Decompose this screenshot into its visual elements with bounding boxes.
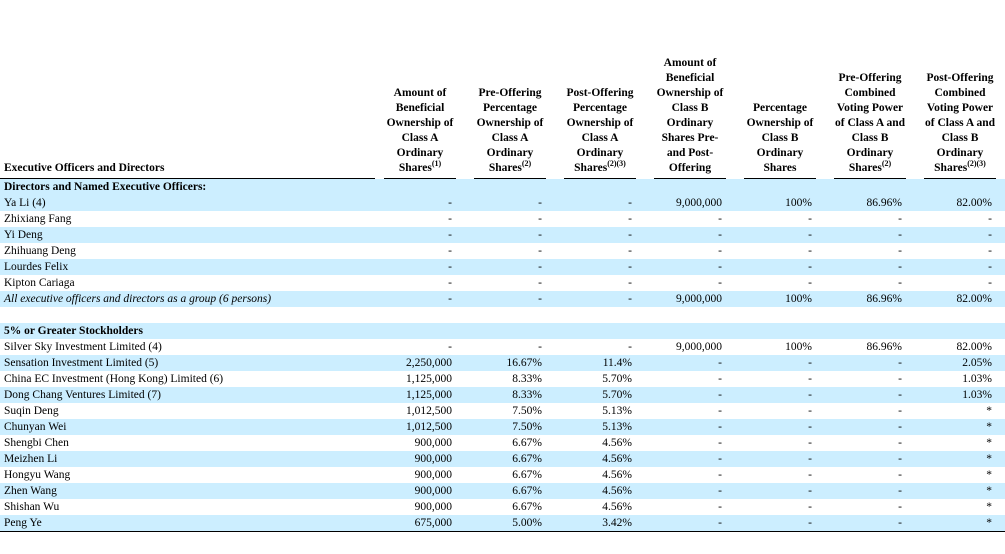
value-cell-col-5: - — [898, 213, 902, 225]
table-row — [0, 435, 1005, 451]
footnote-superscript: (2) — [521, 159, 532, 169]
table-row — [0, 275, 1005, 291]
value-cell-col-3: - — [718, 373, 722, 385]
column-header-label: Pre-Offering Combined Voting Power of Class A and Class B Ordinary Shares$^{(2)}$ — [834, 71, 906, 179]
value-cell-col-6: 82.00% — [915, 195, 1005, 211]
value-cell-col-6: - — [988, 213, 992, 225]
value-cell-col-4: - — [808, 213, 812, 225]
value-cell-col-6: * — [915, 451, 1005, 467]
value-cell-col-6: * — [986, 405, 992, 417]
value-cell-col-3: - — [645, 387, 735, 403]
footnote-superscript: (2) — [881, 159, 892, 169]
value-cell-col-1: 5.00% — [465, 515, 555, 532]
value-cell-col-2: - — [628, 341, 632, 353]
column-header-label: Pre-Offering Percentage Ownership of Class A Ordinary Shares$^{(2)}$ — [474, 86, 546, 179]
value-cell-col-1: 6.67% — [465, 483, 555, 499]
value-cell-col-3: - — [645, 515, 735, 532]
value-cell-col-0: 1,012,500 — [406, 405, 452, 417]
value-cell-col-3: 9,000,000 — [676, 341, 722, 353]
table-row — [0, 483, 1005, 499]
column-header-2 — [555, 56, 645, 179]
value-cell-col-6: * — [986, 501, 992, 513]
section-label: Directors and Named Executive Officers: — [0, 179, 1005, 195]
value-cell-col-4: - — [808, 245, 812, 257]
value-cell-col-0: 900,000 — [375, 451, 465, 467]
table-header-row — [0, 56, 1005, 179]
beneficial-ownership-table — [0, 56, 1005, 532]
value-cell-col-4: 100% — [735, 291, 825, 307]
table-row — [0, 259, 1005, 275]
column-header-label: Post-Offering Percentage Ownership of Class A Ordinary Shares$^{(2)(3)}$ — [564, 86, 636, 179]
row-label-cell: Sensation Investment Limited (5) — [0, 355, 375, 371]
column-header-0 — [375, 56, 465, 179]
value-cell-col-0: - — [448, 213, 452, 225]
value-cell-col-3: - — [645, 483, 735, 499]
footnote-superscript: (1) — [431, 159, 442, 169]
table-row — [0, 195, 1005, 211]
value-cell-col-3: - — [718, 469, 722, 481]
value-cell-col-4: 100% — [735, 195, 825, 211]
value-cell-col-6: * — [986, 469, 992, 481]
value-cell-col-5: 86.96% — [825, 195, 915, 211]
table-row — [0, 403, 1005, 419]
value-cell-col-0: 900,000 — [414, 469, 452, 481]
value-cell-col-0: - — [448, 277, 452, 289]
row-label-cell: Yi Deng — [0, 227, 375, 243]
value-cell-col-2: 4.56% — [602, 437, 632, 449]
row-label-cell: Dong Chang Ventures Limited (7) — [0, 387, 375, 403]
row-label-cell: Suqin Deng — [4, 405, 59, 417]
value-cell-col-1: 6.67% — [512, 501, 542, 513]
table-row — [0, 227, 1005, 243]
value-cell-col-6: - — [988, 277, 992, 289]
value-cell-col-6: - — [988, 245, 992, 257]
row-label-cell: Chunyan Wei — [0, 419, 375, 435]
value-cell-col-1: 6.67% — [512, 437, 542, 449]
value-cell-col-0: 675,000 — [375, 515, 465, 532]
table-row — [0, 339, 1005, 355]
value-cell-col-2: 4.56% — [555, 451, 645, 467]
section-label: 5% or Greater Stockholders — [0, 323, 1005, 339]
row-label-cell: Ya Li (4) — [0, 195, 375, 211]
value-cell-col-2: 5.70% — [555, 387, 645, 403]
value-cell-col-1: - — [538, 245, 542, 257]
table-row — [0, 499, 1005, 515]
value-cell-col-6: * — [986, 437, 992, 449]
column-header-5 — [825, 56, 915, 179]
value-cell-col-1: - — [538, 277, 542, 289]
value-cell-col-0: - — [375, 195, 465, 211]
row-label-cell: Lourdes Felix — [0, 259, 375, 275]
value-cell-col-3: - — [645, 227, 735, 243]
value-cell-col-5: - — [898, 469, 902, 481]
value-cell-col-4: - — [735, 483, 825, 499]
table-row — [0, 371, 1005, 387]
value-cell-col-5: - — [825, 419, 915, 435]
value-cell-col-1: 6.67% — [465, 451, 555, 467]
value-cell-col-6: 2.05% — [915, 355, 1005, 371]
section-header-row — [0, 323, 1005, 339]
table-row — [0, 243, 1005, 259]
value-cell-col-4: - — [735, 259, 825, 275]
value-cell-col-5: - — [898, 373, 902, 385]
value-cell-col-0: 1,125,000 — [406, 373, 452, 385]
value-cell-col-5: 86.96% — [825, 291, 915, 307]
value-cell-col-5: - — [898, 405, 902, 417]
value-cell-col-5: - — [825, 259, 915, 275]
value-cell-col-6: 1.03% — [962, 373, 992, 385]
value-cell-col-2: - — [628, 245, 632, 257]
footnote-superscript: (2)(3) — [607, 159, 626, 169]
value-cell-col-5: - — [825, 227, 915, 243]
table-row — [0, 419, 1005, 435]
value-cell-col-0: - — [448, 341, 452, 353]
table-row — [0, 291, 1005, 307]
value-cell-col-2: 3.42% — [555, 515, 645, 532]
column-header-label: Post-Offering Combined Voting Power of Class A and Class B Ordinary Shares$^{(2)(3)}$ — [924, 71, 996, 179]
column-header-executive-officers — [0, 56, 375, 179]
row-label-cell: China EC Investment (Hong Kong) Limited (6) — [4, 373, 224, 385]
row-label-cell: Shishan Wu — [4, 501, 60, 513]
value-cell-col-6: * — [915, 483, 1005, 499]
value-cell-col-2: 4.56% — [602, 501, 632, 513]
value-cell-col-0: 2,250,000 — [375, 355, 465, 371]
value-cell-col-0: 900,000 — [414, 437, 452, 449]
table-row — [0, 387, 1005, 403]
value-cell-col-2: 4.56% — [602, 469, 632, 481]
value-cell-col-1: - — [538, 341, 542, 353]
value-cell-col-3: - — [718, 277, 722, 289]
value-cell-col-6: 1.03% — [915, 387, 1005, 403]
value-cell-col-0: 900,000 — [375, 483, 465, 499]
value-cell-col-4: - — [735, 419, 825, 435]
value-cell-col-3: - — [645, 419, 735, 435]
spacer-row — [0, 307, 1005, 323]
value-cell-col-2: - — [555, 195, 645, 211]
value-cell-col-4: - — [808, 501, 812, 513]
value-cell-col-4: - — [808, 277, 812, 289]
value-cell-col-6: * — [915, 419, 1005, 435]
value-cell-col-3: - — [645, 451, 735, 467]
row-label-cell: Shengbi Chen — [4, 437, 69, 449]
value-cell-col-3: - — [645, 355, 735, 371]
column-header-4 — [735, 56, 825, 179]
value-cell-col-2: - — [555, 291, 645, 307]
value-cell-col-1: - — [538, 213, 542, 225]
value-cell-col-5: 86.96% — [866, 341, 902, 353]
row-label-cell: All executive officers and directors as a group (6 persons) — [0, 291, 375, 307]
value-cell-col-5: - — [898, 501, 902, 513]
row-label-cell: Zhihuang Deng — [4, 245, 76, 257]
row-label-cell: Hongyu Wang — [4, 469, 71, 481]
value-cell-col-0: - — [375, 259, 465, 275]
value-cell-col-4: - — [808, 437, 812, 449]
value-cell-col-1: 8.33% — [465, 387, 555, 403]
value-cell-col-5: - — [825, 355, 915, 371]
value-cell-col-6: 82.00% — [915, 291, 1005, 307]
value-cell-col-5: - — [898, 277, 902, 289]
column-header-label: Percentage Ownership of Class B Ordinary Shares — [744, 101, 816, 179]
value-cell-col-5: - — [898, 245, 902, 257]
column-header-6 — [915, 56, 1005, 179]
row-label-cell: Kipton Cariaga — [4, 277, 75, 289]
value-cell-col-1: - — [465, 259, 555, 275]
value-cell-col-2: - — [628, 277, 632, 289]
column-header-1 — [465, 56, 555, 179]
value-cell-col-3: - — [718, 405, 722, 417]
value-cell-col-3: 9,000,000 — [645, 195, 735, 211]
value-cell-col-2: 4.56% — [555, 483, 645, 499]
table-row — [0, 515, 1005, 532]
row-label-cell: Meizhen Li — [0, 451, 375, 467]
value-cell-col-4: - — [735, 227, 825, 243]
value-cell-col-1: 16.67% — [465, 355, 555, 371]
value-cell-col-2: - — [555, 259, 645, 275]
value-cell-col-4: - — [735, 451, 825, 467]
value-cell-col-4: - — [808, 405, 812, 417]
row-label-cell: Silver Sky Investment Limited (4) — [4, 341, 162, 353]
value-cell-col-4: - — [808, 373, 812, 385]
value-cell-col-0: 1,012,500 — [375, 419, 465, 435]
table-row — [0, 211, 1005, 227]
value-cell-col-3: - — [718, 501, 722, 513]
value-cell-col-1: 7.50% — [512, 405, 542, 417]
row-label-cell: Zhen Wang — [0, 483, 375, 499]
value-cell-col-0: - — [375, 227, 465, 243]
row-label-cell: Zhixiang Fang — [4, 213, 72, 225]
column-header-3 — [645, 56, 735, 179]
value-cell-col-3: - — [718, 437, 722, 449]
value-cell-col-3: - — [645, 259, 735, 275]
value-cell-col-1: - — [465, 227, 555, 243]
value-cell-col-6: * — [915, 515, 1005, 532]
section-header-row — [0, 179, 1005, 195]
value-cell-col-5: - — [825, 483, 915, 499]
value-cell-col-5: - — [898, 437, 902, 449]
footnote-superscript: (2)(3) — [967, 159, 986, 169]
value-cell-col-3: - — [718, 213, 722, 225]
value-cell-col-6: - — [915, 227, 1005, 243]
value-cell-col-4: - — [735, 387, 825, 403]
column-header-label: Amount of Beneficial Ownership of Class B Ordinary Shares Pre- and Post-Offering — [654, 56, 726, 179]
value-cell-col-2: 11.4% — [555, 355, 645, 371]
value-cell-col-5: - — [825, 515, 915, 532]
value-cell-col-3: - — [718, 245, 722, 257]
value-cell-col-1: - — [465, 195, 555, 211]
value-cell-col-1: 7.50% — [465, 419, 555, 435]
value-cell-col-0: - — [448, 245, 452, 257]
value-cell-col-6: - — [915, 259, 1005, 275]
value-cell-col-5: - — [825, 451, 915, 467]
value-cell-col-0: 900,000 — [414, 501, 452, 513]
value-cell-col-4: - — [735, 515, 825, 532]
value-cell-col-4: - — [735, 355, 825, 371]
table-row — [0, 451, 1005, 467]
table-row — [0, 467, 1005, 483]
row-label-cell: Peng Ye — [0, 515, 375, 532]
value-cell-col-2: - — [628, 213, 632, 225]
value-cell-col-4: 100% — [785, 341, 812, 353]
value-cell-col-2: 5.13% — [555, 419, 645, 435]
value-cell-col-4: - — [808, 469, 812, 481]
value-cell-col-3: 9,000,000 — [645, 291, 735, 307]
column-header-label: Amount of Beneficial Ownership of Class A Ordinary Shares$^{(1)}$ — [384, 86, 456, 179]
value-cell-col-2: 5.13% — [602, 405, 632, 417]
value-cell-col-2: 5.70% — [602, 373, 632, 385]
value-cell-col-6: 82.00% — [956, 341, 992, 353]
spacer-cell — [0, 307, 1005, 323]
table-row — [0, 355, 1005, 371]
value-cell-col-2: - — [555, 227, 645, 243]
value-cell-col-1: 6.67% — [512, 469, 542, 481]
value-cell-col-0: 1,125,000 — [375, 387, 465, 403]
value-cell-col-1: - — [465, 291, 555, 307]
executive-officers-header-label: Executive Officers and Directors — [0, 161, 375, 179]
value-cell-col-0: - — [375, 291, 465, 307]
value-cell-col-1: 8.33% — [512, 373, 542, 385]
value-cell-col-5: - — [825, 387, 915, 403]
